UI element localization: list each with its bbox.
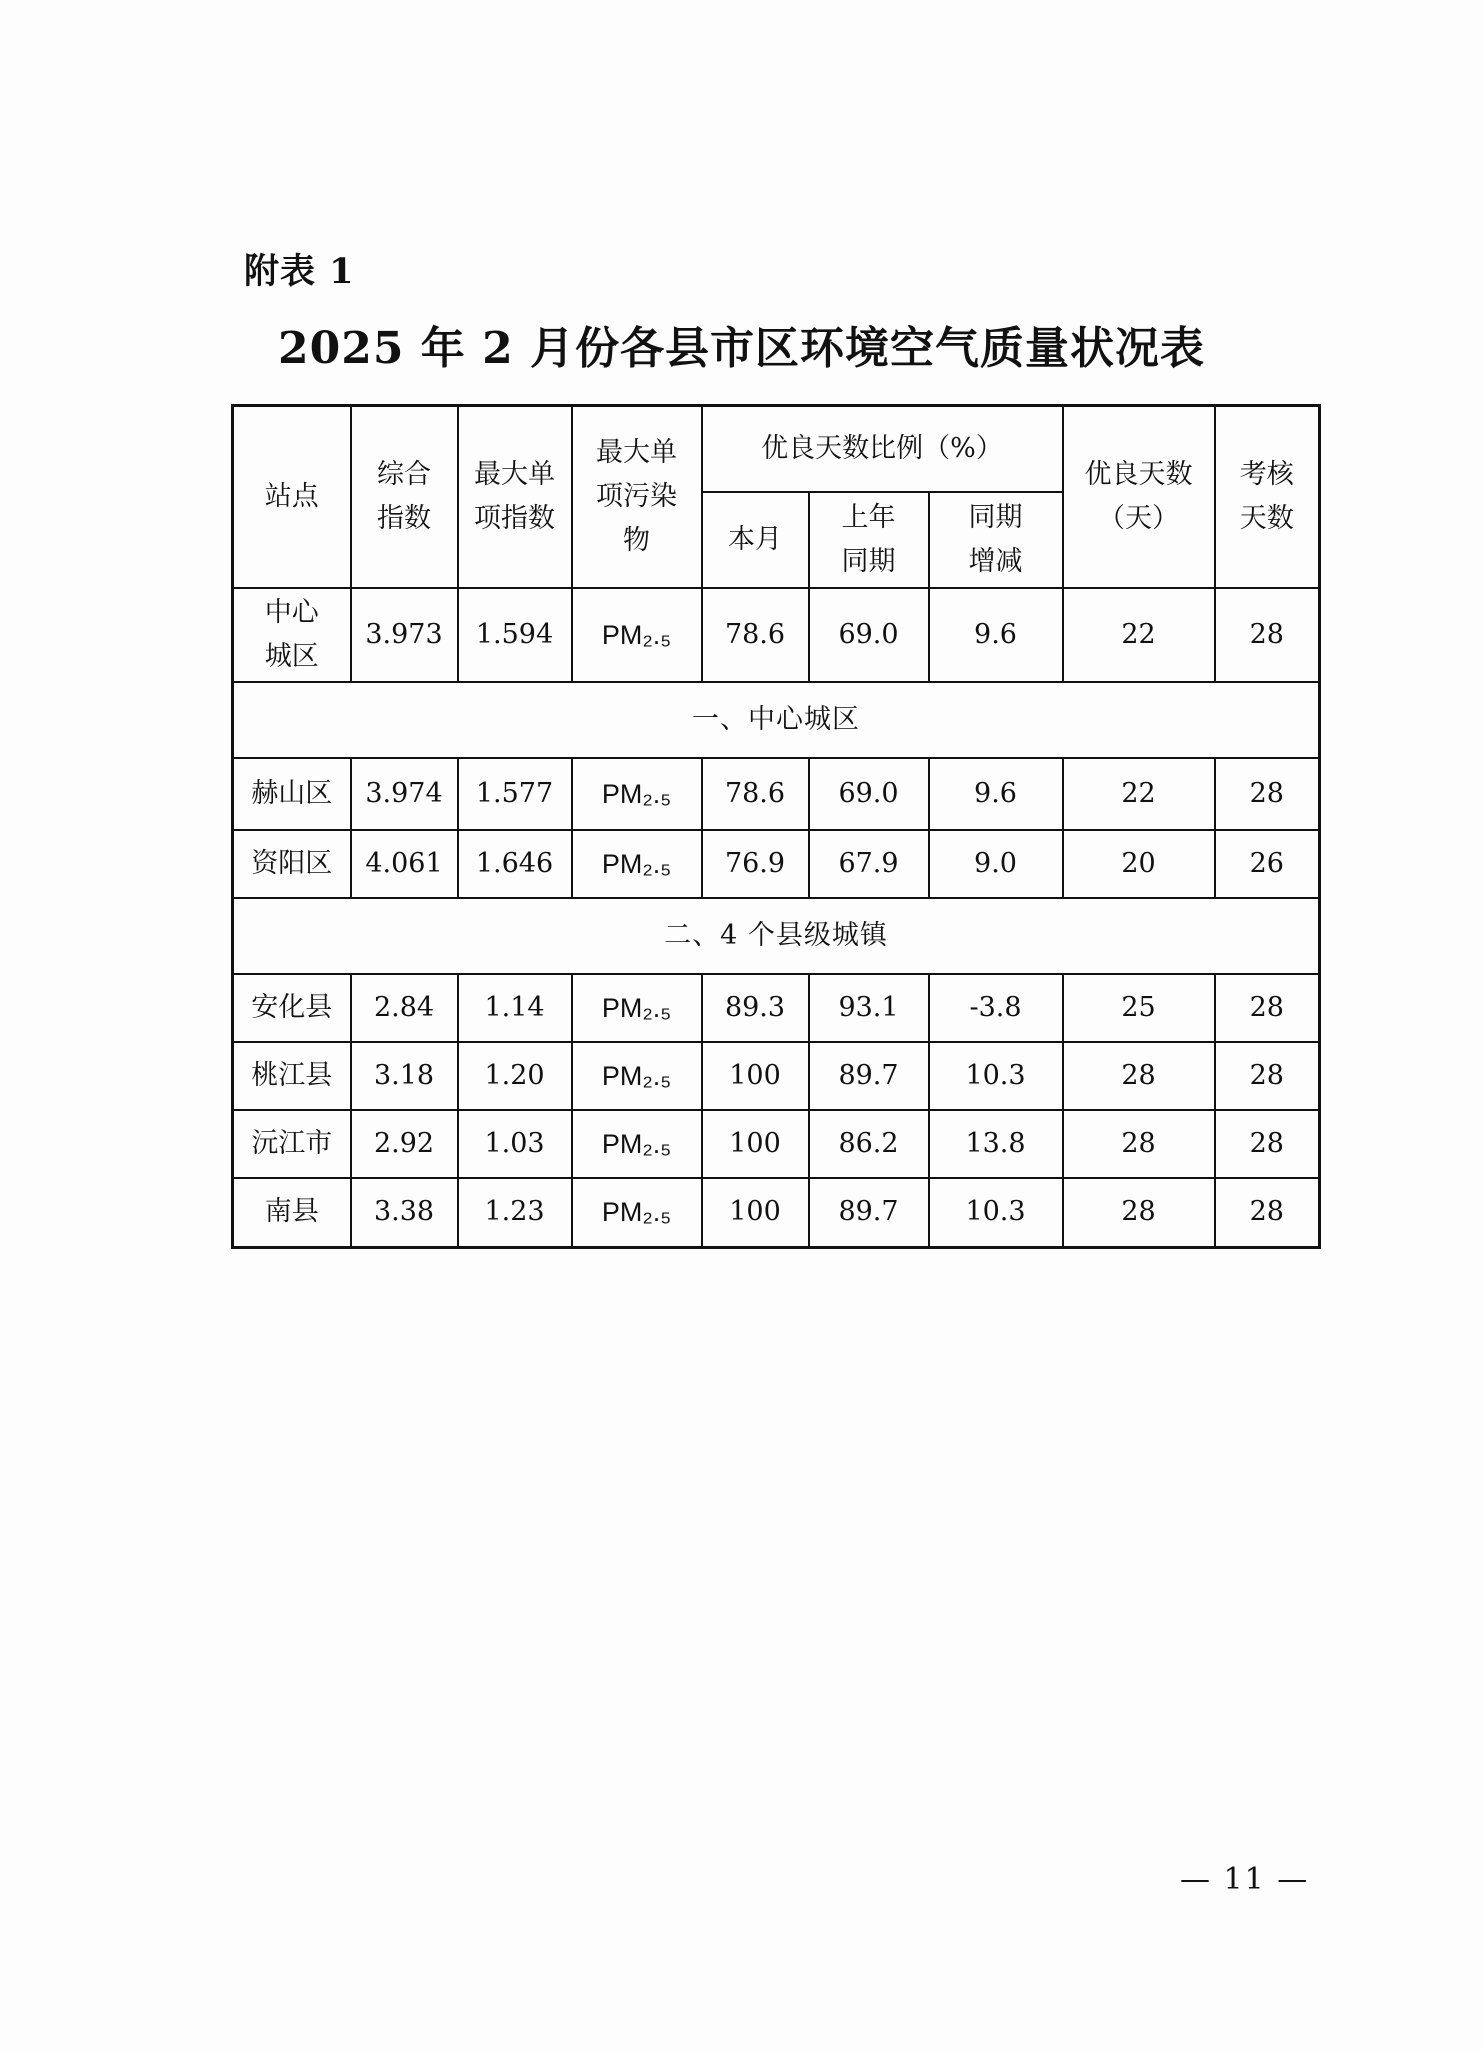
- cell-last-year: 93.1: [809, 974, 929, 1042]
- table-row: [233, 1110, 1320, 1178]
- cell-good-days: 22: [1063, 758, 1215, 830]
- cell-composite-index: 3.38: [351, 1178, 458, 1248]
- table-row: [233, 1178, 1320, 1248]
- cell-this-month: 100: [702, 1042, 809, 1110]
- table-row: [233, 1042, 1320, 1110]
- section-row-central: [233, 682, 1320, 758]
- cell-station: 安化县: [233, 974, 351, 1042]
- cell-pollutant: PM₂.₅: [572, 588, 702, 682]
- cell-station: 赫山区: [233, 758, 351, 830]
- cell-this-month: 76.9: [702, 830, 809, 898]
- cell-max-single-index: 1.594: [458, 588, 572, 682]
- table-body: [233, 588, 1320, 1248]
- cell-pollutant: PM₂.₅: [572, 758, 702, 830]
- cell-composite-index: 3.974: [351, 758, 458, 830]
- cell-station: 南县: [233, 1178, 351, 1248]
- page-number: — 11 —: [1180, 1862, 1310, 1897]
- cell-this-month: 78.6: [702, 588, 809, 682]
- cell-max-single-index: 1.14: [458, 974, 572, 1042]
- cell-change: 10.3: [929, 1178, 1063, 1248]
- table-row: [233, 758, 1320, 830]
- header-last-year-same: 上年同期: [809, 492, 929, 588]
- cell-good-days: 22: [1063, 588, 1215, 682]
- cell-composite-index: 2.92: [351, 1110, 458, 1178]
- header-max-pollutant: 最大单项污染物: [572, 406, 702, 588]
- cell-assessed-days: 28: [1215, 974, 1320, 1042]
- cell-pollutant: PM₂.₅: [572, 1110, 702, 1178]
- cell-station: 桃江县: [233, 1042, 351, 1110]
- cell-good-days: 25: [1063, 974, 1215, 1042]
- cell-this-month: 89.3: [702, 974, 809, 1042]
- cell-pollutant: PM₂.₅: [572, 830, 702, 898]
- table-row-summary: [233, 588, 1320, 682]
- cell-good-days: 28: [1063, 1042, 1215, 1110]
- cell-pollutant: PM₂.₅: [572, 1042, 702, 1110]
- cell-last-year: 89.7: [809, 1178, 929, 1248]
- header-assessed-days: 考核天数: [1215, 406, 1320, 588]
- header-max-single-index: 最大单项指数: [458, 406, 572, 588]
- cell-change: 10.3: [929, 1042, 1063, 1110]
- cell-assessed-days: 28: [1215, 1110, 1320, 1178]
- header-this-month: 本月: [702, 492, 809, 588]
- header-good-days: 优良天数（天）: [1063, 406, 1215, 588]
- cell-assessed-days: 28: [1215, 1042, 1320, 1110]
- table-header: [233, 406, 1320, 588]
- table-row: [233, 974, 1320, 1042]
- cell-this-month: 100: [702, 1110, 809, 1178]
- table-row: [233, 830, 1320, 898]
- cell-max-single-index: 1.03: [458, 1110, 572, 1178]
- cell-change: 9.6: [929, 758, 1063, 830]
- cell-pollutant: PM₂.₅: [572, 974, 702, 1042]
- cell-composite-index: 2.84: [351, 974, 458, 1042]
- cell-station: 沅江市: [233, 1110, 351, 1178]
- cell-last-year: 69.0: [809, 758, 929, 830]
- cell-max-single-index: 1.20: [458, 1042, 572, 1110]
- cell-max-single-index: 1.646: [458, 830, 572, 898]
- cell-composite-index: 3.973: [351, 588, 458, 682]
- cell-change: 13.8: [929, 1110, 1063, 1178]
- cell-last-year: 67.9: [809, 830, 929, 898]
- header-station: 站点: [233, 406, 351, 588]
- cell-station: 资阳区: [233, 830, 351, 898]
- cell-last-year: 69.0: [809, 588, 929, 682]
- cell-change: 9.0: [929, 830, 1063, 898]
- cell-station: 中心城区: [233, 588, 351, 682]
- air-quality-table: [231, 404, 1321, 1249]
- cell-max-single-index: 1.577: [458, 758, 572, 830]
- cell-good-days: 20: [1063, 830, 1215, 898]
- cell-this-month: 78.6: [702, 758, 809, 830]
- header-composite-index: 综合指数: [351, 406, 458, 588]
- cell-assessed-days: 26: [1215, 830, 1320, 898]
- cell-last-year: 86.2: [809, 1110, 929, 1178]
- cell-change: 9.6: [929, 588, 1063, 682]
- cell-good-days: 28: [1063, 1110, 1215, 1178]
- cell-max-single-index: 1.23: [458, 1178, 572, 1248]
- cell-composite-index: 3.18: [351, 1042, 458, 1110]
- section-title: 一、中心城区: [233, 682, 1320, 758]
- cell-last-year: 89.7: [809, 1042, 929, 1110]
- cell-this-month: 100: [702, 1178, 809, 1248]
- cell-change: -3.8: [929, 974, 1063, 1042]
- header-good-ratio-group: 优良天数比例（%）: [702, 406, 1063, 492]
- attachment-label: 附表 1: [244, 251, 355, 292]
- cell-good-days: 28: [1063, 1178, 1215, 1248]
- page-title: 2025 年 2 月份各县市区环境空气质量状况表: [277, 323, 1206, 374]
- header-yoy-change: 同期增减: [929, 492, 1063, 588]
- cell-assessed-days: 28: [1215, 1178, 1320, 1248]
- cell-assessed-days: 28: [1215, 758, 1320, 830]
- cell-assessed-days: 28: [1215, 588, 1320, 682]
- cell-pollutant: PM₂.₅: [572, 1178, 702, 1248]
- section-row-county: [233, 898, 1320, 974]
- cell-composite-index: 4.061: [351, 830, 458, 898]
- section-title: 二、4 个县级城镇: [233, 898, 1320, 974]
